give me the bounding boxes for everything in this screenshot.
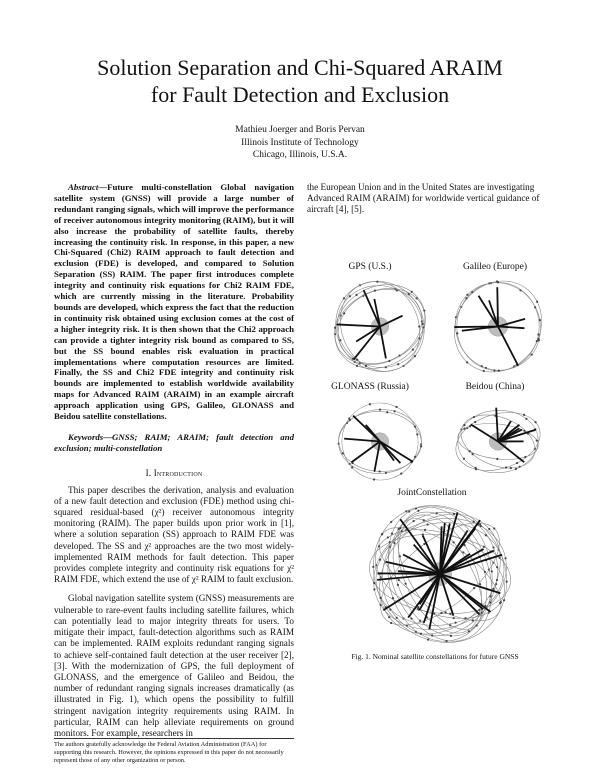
satellite-dot xyxy=(462,551,464,553)
satellite-dot xyxy=(349,295,351,297)
glonass-constellation-plot xyxy=(320,394,440,489)
satellite-dot xyxy=(485,534,487,536)
satellite-dot xyxy=(473,587,475,589)
satellite-dot xyxy=(379,604,381,606)
satellite-dot xyxy=(496,566,498,568)
satellite-dot xyxy=(483,546,485,548)
left-column xyxy=(54,182,294,747)
panel-label-joint: JointConstellation xyxy=(397,488,467,498)
keywords: Keywords—GNSS; RAIM; ARAIM; fault detection and exclusion; multi-constellation xyxy=(54,431,294,453)
satellite-dot xyxy=(388,360,390,362)
satellite-dot xyxy=(397,528,399,530)
figure-caption: Fig. 1. Nominal satellite constellations for future GNSS xyxy=(351,652,519,661)
satellite-dot xyxy=(493,527,495,529)
abstract xyxy=(54,182,294,422)
satellite-dot xyxy=(431,634,433,636)
satellite-dot xyxy=(453,513,455,515)
satellite-dot xyxy=(412,349,414,351)
satellite-dot xyxy=(417,510,419,512)
satellite-dot xyxy=(469,450,471,452)
satellite-dot xyxy=(474,467,476,469)
satellite-dot xyxy=(499,602,501,604)
satellite-dot xyxy=(400,473,402,475)
beidou-constellation-plot xyxy=(438,394,558,489)
satellite-dot xyxy=(463,458,465,460)
satellite-dot xyxy=(342,452,344,454)
satellite-dot xyxy=(453,541,455,543)
satellite-dot xyxy=(392,597,394,599)
satellite-dot xyxy=(524,456,526,458)
satellite-dot xyxy=(476,624,478,626)
satellite-dot xyxy=(379,559,381,561)
satellite-dot xyxy=(506,580,508,582)
galileo-constellation-plot xyxy=(438,274,558,379)
satellite-dot xyxy=(445,611,447,613)
satellite-dot xyxy=(516,462,518,464)
satellite-dot xyxy=(424,529,426,531)
satellite-dot xyxy=(387,536,389,538)
satellite-dot xyxy=(343,312,345,314)
abstract-label: Abstract xyxy=(68,182,99,192)
satellite-dot xyxy=(373,582,375,584)
satellite-dot xyxy=(484,571,486,573)
satellite-dot xyxy=(379,470,381,472)
satellite-dot xyxy=(408,510,410,512)
satellite-dot xyxy=(479,523,481,525)
satellite-dot xyxy=(423,543,425,545)
satellite-dot xyxy=(504,557,506,559)
satellite-dot xyxy=(379,408,381,410)
satellite-dot xyxy=(393,410,395,412)
satellite-dot xyxy=(414,355,416,357)
panel-label-gps: GPS (U.S.) xyxy=(348,262,392,272)
satellite-dot xyxy=(463,424,465,426)
satellite-dot xyxy=(421,323,423,325)
satellite-dot xyxy=(464,617,466,619)
satellite-dot xyxy=(523,414,525,416)
satellite-dot xyxy=(536,301,538,303)
satellite-dot xyxy=(397,584,399,586)
satellite-dot xyxy=(525,418,527,420)
satellite-dot xyxy=(471,291,473,293)
satellite-dot xyxy=(374,289,376,291)
line-of-sight xyxy=(454,327,498,328)
right-column xyxy=(307,182,547,216)
author-block xyxy=(150,124,450,162)
satellite-dot xyxy=(483,370,485,372)
satellite-dot xyxy=(497,281,499,283)
satellite-dot xyxy=(417,606,419,608)
line-of-sight xyxy=(471,424,498,441)
satellite-dot xyxy=(465,297,467,299)
intro-paragraph-1: This paper describes the derivation, analysis and evaluation of a new fault detection and exclusion (FDE) method using chi-squared residual-based (χ²) receiver autonomous integrity monitoring (RAIM). The paper builds upon prior work in [1], where a solution separation (SS) approach to RAIM FDE was developed. The SS and χ² approaches are the two most widely-implemented RAIM methods for fault detection. This paper provides complete integrity and continuity risk equations for χ² RAIM FDE, which extend the use of χ² RAIM to fault exclusion. xyxy=(54,484,294,585)
satellite-dot xyxy=(416,433,418,435)
satellite-dot xyxy=(355,294,357,296)
satellite-dot xyxy=(359,362,361,364)
satellite-dot xyxy=(418,325,420,327)
satellite-dot xyxy=(423,309,425,311)
satellite-dot xyxy=(498,370,500,372)
satellite-dot xyxy=(436,512,438,514)
satellite-dot xyxy=(496,579,498,581)
satellite-dot xyxy=(390,521,392,523)
satellite-dot xyxy=(420,633,422,635)
satellite-dot xyxy=(472,619,474,621)
author-names: Mathieu Joerger and Boris Pervan xyxy=(235,125,365,135)
satellite-dot xyxy=(523,430,525,432)
satellite-dot xyxy=(390,622,392,624)
satellite-dot xyxy=(440,612,442,614)
satellite-dot xyxy=(473,416,475,418)
satellite-dot xyxy=(379,597,381,599)
satellite-dot xyxy=(466,294,468,296)
satellite-dot xyxy=(510,467,512,469)
satellite-dot xyxy=(414,425,416,427)
line-of-sight xyxy=(364,290,380,326)
satellite-dot xyxy=(449,624,451,626)
satellite-dot xyxy=(369,403,371,405)
satellite-dot xyxy=(505,466,507,468)
satellite-dot xyxy=(356,365,358,367)
satellite-dot xyxy=(492,546,494,548)
satellite-dot xyxy=(397,363,399,365)
satellite-dot xyxy=(393,542,395,544)
satellite-dot xyxy=(515,468,517,470)
satellite-dot xyxy=(343,297,345,299)
satellite-dot xyxy=(536,340,538,342)
satellite-dot xyxy=(365,365,367,367)
satellite-dot xyxy=(463,428,465,430)
satellite-dot xyxy=(450,635,452,637)
satellite-dot xyxy=(385,472,387,474)
satellite-dot xyxy=(466,361,468,363)
satellite-dot xyxy=(492,588,494,590)
satellite-dot xyxy=(376,281,378,283)
satellite-dot xyxy=(503,599,505,601)
gps-constellation-plot xyxy=(320,274,440,379)
panel-label-galileo: Galileo (Europe) xyxy=(462,262,528,272)
line-of-sight xyxy=(354,327,380,360)
satellite-dot xyxy=(389,541,391,543)
satellite-dot xyxy=(405,583,407,585)
satellite-dot xyxy=(413,520,415,522)
satellite-dot xyxy=(420,445,422,447)
satellite-dot xyxy=(481,611,483,613)
satellite-dot xyxy=(378,545,380,547)
satellite-dot xyxy=(398,579,400,581)
footnote: The authors gratefully acknowledge the Federal Aviation Administration (FAA) for supporting this research. However, the opinions expressed in this paper do not necessarily represent those of any other organization or person. xyxy=(54,738,294,765)
satellite-dot xyxy=(493,369,495,371)
satellite-dot xyxy=(488,528,490,530)
satellite-dot xyxy=(405,510,407,512)
location: Chicago, Illinois, U.S.A. xyxy=(252,150,348,160)
line-of-sight xyxy=(479,296,498,327)
line-of-sight xyxy=(498,327,518,366)
section-heading xyxy=(54,468,294,479)
abstract-text: —Future multi-constellation Global navigation satellite system (GNSS) will provide a large number of redundant ranging signals, which will improve the performance of receiver autonomous integrity monitoring (RAIM), but it will also increase the probability of satellite faults, thereby increasing the continuity risk. In response, in this paper, a new Chi-Squared (Chi2) RAIM approach to fault detection and exclusion (FDE) is developed, and compared to Solution Separation (SS) RAIM. The paper first introduces complete integrity and continuity risk equations for Chi2 RAIM FDE, which are currently missing in the literature. Probability bounds are developed, which express the fact that the reduction in continuity risk obtained using exclusion comes at the cost of a higher integrity risk. It is then shown that the Chi2 approach can provide a tighter integrity risk bound as compared to SS, but the SS bound enables risk evaluation in practical implementations where computation resources are limited. Finally, the SS and Chi2 FDE integrity and continuity risk bounds are implemented to establish worldwide availability maps for Advanced RAIM (ARAIM) in an example aircraft approach application using GPS, Galileo, GLONASS and Beidou satellite constellations. xyxy=(54,182,294,422)
satellite-dot xyxy=(534,306,536,308)
satellite-dot xyxy=(411,291,413,293)
satellite-dot xyxy=(386,411,388,413)
satellite-dot xyxy=(351,466,353,468)
satellite-dot xyxy=(427,639,429,641)
satellite-dot xyxy=(401,530,403,532)
satellite-dot xyxy=(491,570,493,572)
satellite-dot xyxy=(496,458,498,460)
line-of-sight xyxy=(351,442,380,463)
paper-title xyxy=(40,54,560,108)
right-column-text: the European Union and in the United States are investigating Advanced RAIM (ARAIM) for worldwide vertical guidance of aircraft [4], [5]. xyxy=(307,182,540,215)
satellite-dot xyxy=(396,617,398,619)
satellite-dot xyxy=(395,406,397,408)
satellite-dot xyxy=(416,297,418,299)
satellite-dot xyxy=(373,588,375,590)
section-numeral: I. xyxy=(145,467,152,478)
satellite-dot xyxy=(453,617,455,619)
line-of-sight xyxy=(383,574,440,610)
satellite-dot xyxy=(531,354,533,356)
title-line-1: Solution Separation and Chi-Squared ARAIM xyxy=(97,55,503,80)
satellite-dot xyxy=(474,421,476,423)
title-line-2: for Fault Detection and Exclusion xyxy=(150,82,450,107)
satellite-dot xyxy=(536,439,538,441)
satellite-dot xyxy=(456,332,458,334)
satellite-dot xyxy=(388,616,390,618)
satellite-dot xyxy=(479,583,481,585)
affiliation: Illinois Institute of Technology xyxy=(241,137,359,148)
panel-label-beidou: Beidou (China) xyxy=(465,382,525,392)
satellite-dot xyxy=(372,566,374,568)
satellite-dot xyxy=(381,533,383,535)
intro-paragraph-2: Global navigation satellite system (GNSS) measurements are vulnerable to rare-event faults including satellite failures, which can potentially lead to major integrity threats for users. To mitigate their impact, fault-detection algorithms such as RAIM can be implemented. RAIM exploits redundant ranging signals to achieve self-contained fault detection at the user receiver [2], [3]. With the modernization of GPS, the full deployment of GLONASS, and the emergence of Galileo and Beidou, the number of redundant ranging signals increases dramatically (as illustrated in Fig. 1), which opens the possibility to fulfill stringent navigation integrity requirements using RAIM. In particular, RAIM can help alleviate requirements on ground monitors. For example, researchers in xyxy=(54,593,294,738)
satellite-dot xyxy=(534,421,536,423)
satellite-dot xyxy=(449,613,451,615)
satellite-dot xyxy=(373,478,375,480)
panel-label-glonass: GLONASS (Russia) xyxy=(331,382,409,392)
satellite-dot xyxy=(389,609,391,611)
joint-constellation-plot xyxy=(320,498,560,650)
satellite-dot xyxy=(334,327,336,329)
satellite-dot xyxy=(426,523,428,525)
satellite-dot xyxy=(339,339,341,341)
satellite-dot xyxy=(537,333,539,335)
satellite-dot xyxy=(356,358,358,360)
satellite-dot xyxy=(410,617,412,619)
section-title: Introduction xyxy=(153,467,203,478)
satellite-dot xyxy=(419,620,421,622)
line-of-sight xyxy=(497,287,498,326)
satellite-dot xyxy=(445,640,447,642)
satellite-dot xyxy=(454,622,456,624)
satellite-dot xyxy=(349,419,351,421)
